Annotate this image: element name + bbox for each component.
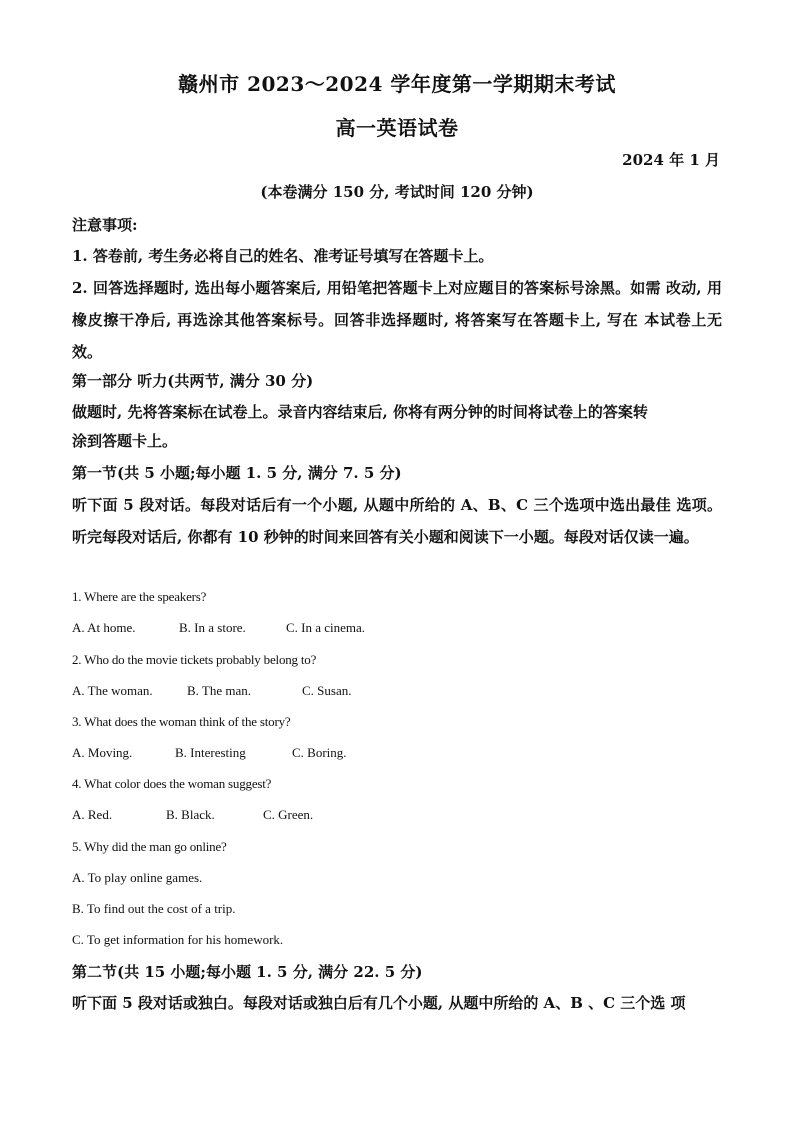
exam-info: (本卷满分 150 分, 考试时间 120 分钟) xyxy=(260,183,534,201)
option-a: A. At home. xyxy=(72,620,136,635)
section1-instruction: 听下面 5 段对话。每段对话后有一个小题, 从题中所给的 A、B、C 三个选项中选出最佳 选项。听完每段对话后, 你都有 10 秒钟的时间来回答有关小题和阅读下一小题。每段对话仅读一遍。 xyxy=(72,496,722,546)
option-c: C. Susan. xyxy=(302,683,352,698)
option-a: A. Red. xyxy=(72,807,113,822)
exam-subtitle: 高一英语试卷 xyxy=(335,116,459,140)
section2-heading: 第二节(共 15 小题;每小题 1. 5 分, 满分 22. 5 分) xyxy=(72,963,423,981)
option-a: A. The woman. xyxy=(72,683,153,698)
option-a: A. Moving. xyxy=(72,745,133,760)
exam-title: 赣州市 2023～2024 学年度第一学期期末考试 xyxy=(178,72,616,96)
question-5-option-b: B. To find out the cost of a trip. xyxy=(72,901,236,916)
option-c: C. In a cinema. xyxy=(286,620,366,635)
part1-heading: 第一部分 听力(共两节, 满分 30 分) xyxy=(72,372,314,390)
option-c: C. Green. xyxy=(263,807,314,822)
question-4-options xyxy=(72,807,313,823)
part1-instruction-line1: 做题时, 先将答案标在试卷上。录音内容结束后, 你将有两分钟的时间将试卷上的答案转 xyxy=(72,403,648,421)
option-b: B. Black. xyxy=(166,807,215,822)
option-b: B. The man. xyxy=(187,683,252,698)
section2-instruction: 听下面 5 段对话或独白。每段对话或独白后有几个小题, 从题中所给的 A、B 、C 三个选 项 xyxy=(72,994,686,1012)
question-5-option-c: C. To get information for his homework. xyxy=(72,932,284,947)
question-1-options xyxy=(72,620,365,636)
section1-heading: 第一节(共 5 小题;每小题 1. 5 分, 满分 7. 5 分) xyxy=(72,464,402,482)
question-5-option-a: A. To play online games. xyxy=(72,870,203,885)
option-c: C. Boring. xyxy=(292,745,347,760)
option-b: B. In a store. xyxy=(179,620,246,635)
question-5: 5. Why did the man go online? xyxy=(72,839,227,854)
question-2: 2. Who do the movie tickets probably belong to? xyxy=(72,652,317,667)
notice-item-1: 1. 答卷前, 考生务必将自己的姓名、准考证号填写在答题卡上。 xyxy=(72,247,494,265)
notice-item-2: 2. 回答选择题时, 选出每小题答案后, 用铅笔把答题卡上对应题目的答案标号涂黑。如需 改动, 用橡皮擦干净后, 再选涂其他答案标号。回答非选择题时, 将答案写在答题卡上, 写在 本试卷上无效。 xyxy=(72,279,722,361)
question-3-options xyxy=(72,745,347,761)
question-3: 3. What does the woman think of the story? xyxy=(72,714,291,729)
question-2-options xyxy=(72,683,351,699)
exam-date: 2024 年 1 月 xyxy=(622,151,720,169)
question-4: 4. What color does the woman suggest? xyxy=(72,776,272,791)
notice-heading: 注意事项: xyxy=(72,216,138,234)
question-1: 1. Where are the speakers? xyxy=(72,589,207,604)
part1-instruction-line2: 涂到答题卡上。 xyxy=(72,432,178,450)
option-b: B. Interesting xyxy=(175,745,246,760)
